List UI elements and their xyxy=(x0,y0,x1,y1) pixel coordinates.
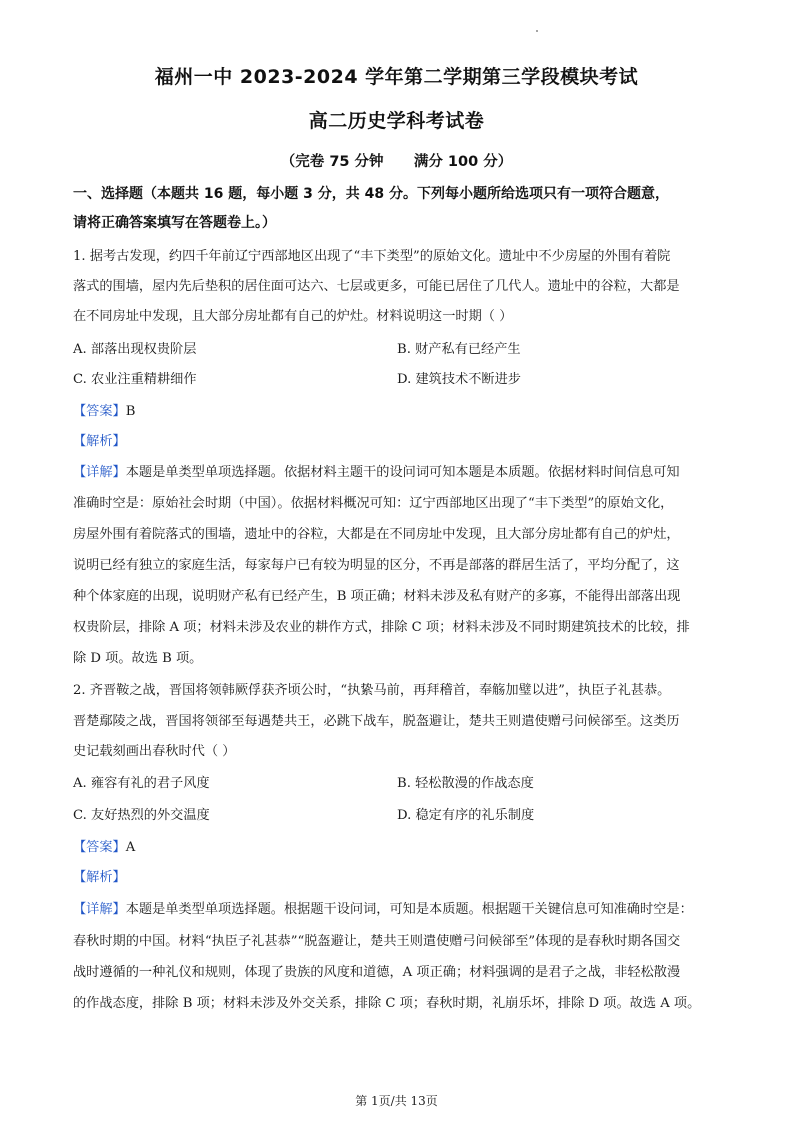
q2-option-d: D. 稳定有序的礼乐制度 xyxy=(397,808,535,823)
q1-detail-line xyxy=(73,461,723,480)
scan-speck xyxy=(536,30,538,32)
q2-detail-line: 春秋时期的中国。材料“执臣子礼甚恭”“脱盔避让，楚共王则遣使赠弓问候郤至”体现的是春秋时期各国交 xyxy=(73,934,681,949)
q1-option-b: B. 财产私有已经产生 xyxy=(397,342,521,357)
answer-tag: 【答案】 xyxy=(73,840,126,855)
q2-stem-line: 2. 齐晋鞍之战，晋国将领韩厥俘获齐顷公时，“执絷马前，再拜稽首，奉觞加璧以进”，执臣子礼甚恭。 xyxy=(73,683,671,698)
detail-text: 本题是单类型单项选择题。依据材料主题干的设问词可知本题是本质题。依据材料时间信息可知 xyxy=(125,465,680,480)
q2-detail-line xyxy=(73,898,723,917)
q1-detail-line: 权贵阶层，排除 A 项；材料未涉及农业的耕作方式，排除 C 项；材料未涉及不同时期建筑技术的比较，排 xyxy=(73,620,690,635)
q1-detail-line: 除 D 项。故选 B 项。 xyxy=(73,651,203,666)
q2-stem-line: 晋楚鄢陵之战，晋国将领郤至每遇楚共王，必跳下战车，脱盔避让，楚共王则遣使赠弓问候郤至。这类历 xyxy=(73,714,680,729)
q1-stem-line: 1. 据考古发现，约四千年前辽宁西部地区出现了“丰下类型”的原始文化。遗址中不少房屋的外围有着院 xyxy=(73,249,671,264)
q1-detail-line: 房屋外围有着院落式的围墙，遗址中的谷粒，大都是在不同房址中发现，且大部分房址都有自己的炉灶， xyxy=(73,527,680,542)
section-heading-line1: 一、选择题（本题共 16 题，每小题 3 分，共 48 分。下列每小题所给选项只有一项符合题意， xyxy=(73,186,669,202)
q2-answer xyxy=(73,836,723,855)
exam-subject-title: 高二历史学科考试卷 xyxy=(308,110,485,132)
detail-tag: 【详解】 xyxy=(73,902,126,917)
q2-option-c: C. 友好热烈的外交温度 xyxy=(73,808,210,823)
q2-detail-line: 战时遵循的一种礼仪和规则，体现了贵族的风度和道德，A 项正确；材料强调的是君子之战，非轻松散漫 xyxy=(73,965,681,980)
exam-title: 福州一中 2023-2024 学年第二学期第三学段模块考试 xyxy=(154,66,639,88)
q2-option-a: A. 雍容有礼的君子风度 xyxy=(73,776,210,791)
page-number: 第 1页/共 13页 xyxy=(355,1094,438,1108)
section-heading-line2: 请将正确答案填写在答题卷上。） xyxy=(73,215,276,231)
q1-option-a: A. 部落出现权贵阶层 xyxy=(73,342,197,357)
q2-analysis xyxy=(73,866,723,885)
q2-option-b: B. 轻松散漫的作战态度 xyxy=(397,776,534,791)
answer-tag: 【答案】 xyxy=(73,404,126,419)
q1-detail-line: 说明已经有独立的家庭生活，每家每户已有较为明显的区分，不再是部落的群居生活了，平均分配了，这 xyxy=(73,558,680,573)
detail-tag: 【详解】 xyxy=(73,465,126,480)
q1-detail-line: 准确时空是：原始社会时期（中国）。依据材料概况可知：辽宁西部地区出现了“丰下类型”的原始文化， xyxy=(73,496,674,511)
analysis-tag: 【解析】 xyxy=(73,434,126,449)
q1-stem-line: 在不同房址中发现，且大部分房址都有自己的炉灶。材料说明这一时期（ ） xyxy=(73,309,513,324)
q2-stem-line: 史记载刻画出春秋时代（ ） xyxy=(73,744,236,759)
exam-info: （完卷 75 分钟 满分 100 分） xyxy=(280,154,513,170)
answer-value: B xyxy=(125,404,136,419)
q2-detail-line: 的作战态度，排除 B 项；材料未涉及外交关系，排除 C 项；春秋时期，礼崩乐坏，排除 D 项。故选 A 项。 xyxy=(73,996,701,1011)
q1-analysis xyxy=(73,430,723,449)
answer-value: A xyxy=(125,840,136,855)
q1-option-c: C. 农业注重精耕细作 xyxy=(73,372,197,387)
q1-detail-line: 种个体家庭的出现，说明财产私有已经产生，B 项正确；材料未涉及私有财产的多寡，不能得出部落出现 xyxy=(73,589,681,604)
q1-stem-line: 落式的围墙，屋内先后垫积的居住面可达六、七层或更多，可能已居住了几代人。遗址中的谷粒，大都是 xyxy=(73,279,680,294)
analysis-tag: 【解析】 xyxy=(73,870,126,885)
q1-option-d: D. 建筑技术不断进步 xyxy=(397,372,521,387)
q1-answer xyxy=(73,400,723,419)
detail-text: 本题是单类型单项选择题。根据题干设问词，可知是本质题。根据题干关键信息可知准确时空是： xyxy=(125,902,693,917)
